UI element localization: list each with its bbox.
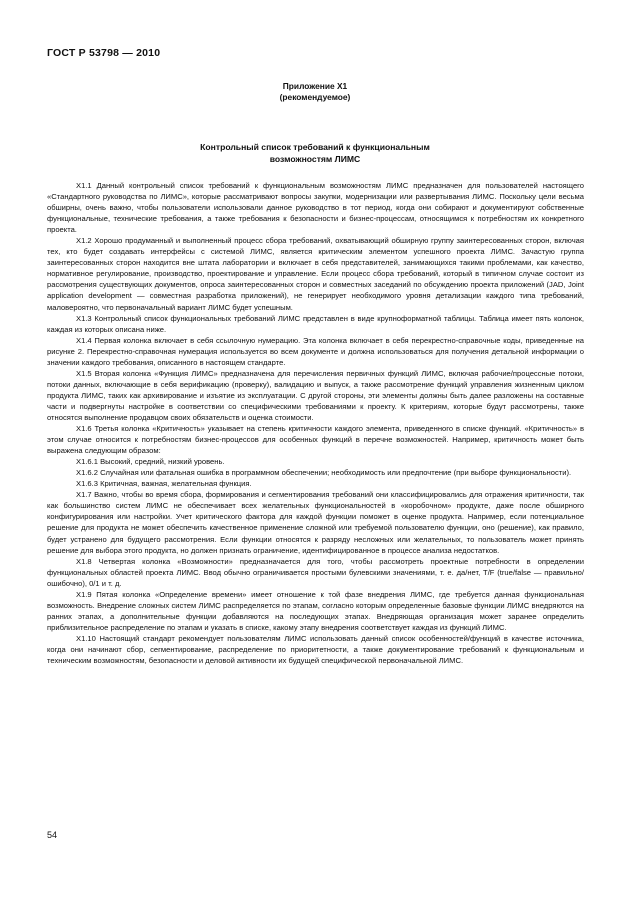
annex-subtitle: (рекомендуемое) [279,92,351,102]
paragraph-x1-2: Х1.2 Хорошо продуманный и выполненный процесс сбора требований, охватывающий обширную группу заинтересованных сторон, включая тех, кто будет создавать интерфейсы с системой ЛИМС, является критическим элементом успешного проекта ЛИМС. Зачастую группа заинтересованных сторон находится вне штата лаборатории и включает в себя представителей, занимающихся такими проблемами, как качество, нормативное регулирование, производство, проектирование и управление. Если процесс сбора требований, который в типичном случае состоит из рассмотрения существующих документов, опроса заинтересованных сторон и совместных заседаний по обсуждению проекта приложений (JAD, Joint application development — совместная разработка приложений), не генерирует необходимого уровня детализации каждого типа требований, маловероятно, что первоначальный вариант ЛИМС будет успешным. [47,236,584,312]
paragraph-x1-9: Х1.9 Пятая колонка «Определение времени» имеет отношение к той фазе внедрения ЛИМС, где требуется данная функциональная возможность. Внедрение сложных систем ЛИМС распределяется по этапам, согласно которым определенные базовые функции ЛИМС внедряются на ранних этапах, а дополнительные функции добавляются на последующих этапах. Внедряющая организация может заранее определить приблизительное распределение по этапам и указать в списке, какому этапу внедрения соответствует каждая из функций ЛИМС. [47,589,584,632]
paragraph-x1-1: Х1.1 Данный контрольный список требований к функциональным возможностям ЛИМС предназначен для пользователей настоящего «Стандартного руководства по ЛИМС», которые рассматривают вопросы закупки, модернизации или развертывания ЛИМС. Поскольку цели весьма обширны, очень важно, чтобы пользователи использовали данное руководство в тот период, когда они собирают и документируют собственные функциональные, технические требования, а также требования к безопасности и бизнес-процессам, относящимся к потребностям их конкретного проекта. [47,181,584,235]
section-title-line-1: Контрольный список требований к функциональным [200,142,430,152]
standard-number: ГОСТ Р 53798 — 2010 [47,47,161,59]
section-title-line-2: возможностям ЛИМС [269,154,361,164]
page-number: 54 [47,830,58,840]
paragraph-x1-8: Х1.8 Четвертая колонка «Возможности» предназначается для того, чтобы рассмотреть проектные потребности в определении функциональных областей проекта ЛИМС. Ввод обычно ограничивается простыми булевскими значениями, т. е. да/нет, T/F (true/false — правильно/ошибочно), 0/1 и т. д. [47,556,584,588]
paragraph-x1-4: Х1.4 Первая колонка включает в себя ссылочную нумерацию. Эта колонка включает в себя перекрестно-справочные коды, приведенные на рисунке 2. Перекрестно-справочная нумерация используется во всем документе и должна использоваться для получения детальной информации о значении каждого требования, описанного в настоящем стандарте. [47,335,584,367]
paragraph-x1-5: Х1.5 Вторая колонка «Функция ЛИМС» предназначена для перечисления первичных функций ЛИМС, включая рабочие/процессные потоки, потоки данных, включающие в себя верификацию (проверку), валидацию и выпуск, а также рассмотрение функций управления жизненным циклом продукта ЛИМС, таких как архивирование и изъятие из эксплуатации. С другой стороны, эти элементы должны быть далее разложены на составные части и подвергнуты настройке в соответствии со специфическими требованиями к проекту. К критериям, которые будут рассмотрены, также относятся выполнение продавцом своих обязательств и оценка стоимости. [47,368,584,422]
annex-heading [0,81,630,103]
paragraph-x1-7: Х1.7 Важно, чтобы во время сбора, формирования и сегментирования требований они классифицировались для отражения критичности, так как большинство систем ЛИМС не обеспечивает всех желательных функциональностей в «коробочном» продукте, даже после обширного конфигурирования или настройки. Учет критического фактора для каждой функции поможет в оценке продукта. Например, если потенциальное решение для продукта не может обеспечить качественное применение сложной или требуемой пользователю функции, оно (решение), как правило, будет устранено для будущего рассмотрения. Если функции относятся к разряду несложных или желательных, то пользователь может принять решение для выбора этого продукта, но должен признать ограничение, идентифицированное в процессе анализа недостатков. [47,490,584,555]
paragraph-x1-10: Х1.10 Настоящий стандарт рекомендует пользователям ЛИМС использовать данный список особенностей/функций в качестве источника, когда они начинают сбор, сегментирование, распределение по приоритетности, а также документирование требований к функциональным и техническим возможностям, безопасности и деловой активности их будущей специфической первоначальной ЛИМС. [47,633,584,666]
paragraph-x1-6-3: Х1.6.3 Критичная, важная, желательная функция. [76,479,252,489]
paragraph-x1-6-2: Х1.6.2 Случайная или фатальная ошибка в программном обеспечении; необходимость или предпочтение (при выборе функциональности). [76,468,572,478]
paragraph-x1-6: Х1.6 Третья колонка «Критичность» указывает на степень критичности каждого элемента, приведенного в списке функций. «Критичность» в этом случае относится к потребностям бизнес-процессов для особенных функций в перечне возможностей. Например, критичность может быть выражена следующим образом: [47,424,584,456]
section-title [0,141,630,165]
paragraph-x1-6-1: Х1.6.1 Высокий, средний, низкий уровень. [76,457,225,467]
paragraph-x1-3: Х1.3 Контрольный список функциональных требований ЛИМС представлен в виде крупноформатной таблицы. Таблица имеет пять колонок, каждая из которых описана ниже. [47,313,584,334]
body-text [47,180,584,666]
annex-title: Приложение Х1 [282,81,348,91]
